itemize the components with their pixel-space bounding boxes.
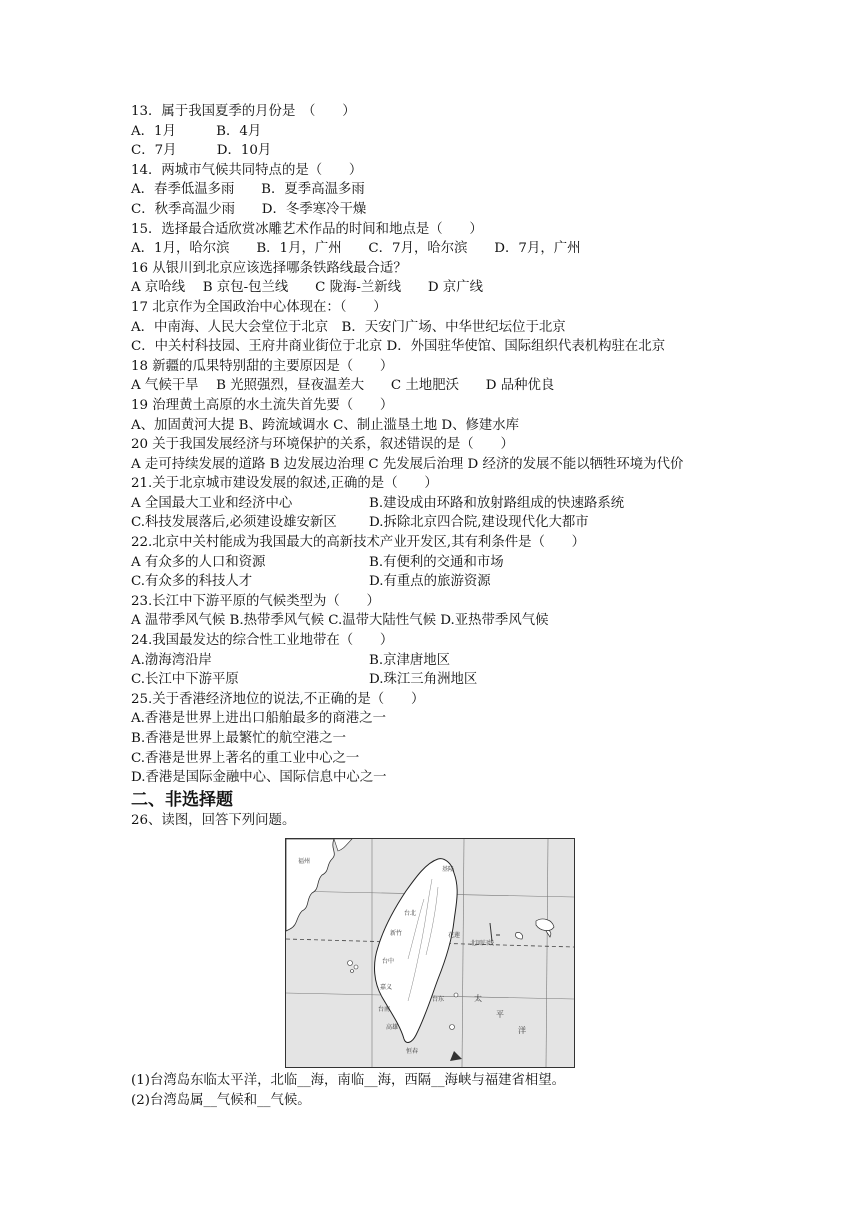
question-stem: 24.我国最发达的综合性工业地带在（ ） <box>131 633 394 649</box>
question-option-line: A．中南海、人民大会堂位于北京 B．天安门广场、中华世纪坛位于北京 <box>131 319 566 335</box>
option-right: D.有重点的旅游资源 <box>369 574 491 590</box>
question-stem: 23.长江中下游平原的气候类型为（ ） <box>131 593 380 609</box>
question-option-line: D.香港是国际金融中心、国际信息中心之一 <box>131 770 387 786</box>
question-option-line: C．秋季高温少雨 D．冬季寒冷干燥 <box>131 201 367 217</box>
option-right: B.有便利的交通和市场 <box>369 554 504 570</box>
question-option-row <box>131 553 751 573</box>
question-option-row <box>131 494 751 514</box>
option-right: B.建设成由环路和放射路组成的快速路系统 <box>369 495 625 511</box>
question-option-line: C．7月 D．10月 <box>131 143 272 159</box>
ocean-char-2: 平 <box>496 1010 504 1019</box>
taiwan-map-figure <box>286 839 574 1067</box>
question-stem: 25.关于香港经济地位的说法,不正确的是（ ） <box>131 691 425 707</box>
question-stem: 18 新疆的瓜果特别甜的主要原因是（ ） <box>131 358 394 374</box>
question-stem: 15．选择最合适欣赏冰雕艺术作品的时间和地点是（ ） <box>131 221 483 237</box>
question-option-line: A．1月 B．4月 <box>131 123 262 139</box>
label-hualien: 花莲 <box>448 932 461 939</box>
question-option-row <box>131 513 751 533</box>
label-taichung: 台中 <box>382 958 395 965</box>
question-option-line: B.香港是世界上最繁忙的航空港之一 <box>131 731 346 746</box>
question-option-row <box>131 670 751 690</box>
question-stem: 14．两城市气候共同特点的是（ ） <box>131 162 363 178</box>
question-option-line: A 气候干旱 B 光照强烈，昼夜温差大 C 土地肥沃 D 品种优良 <box>131 378 555 394</box>
option-left: C.科技发展落后,必须建设雄安新区 <box>131 515 337 531</box>
label-chiayi: 嘉义 <box>380 984 393 991</box>
question-option-line: A.香港是世界上进出口船舶最多的商港之一 <box>131 711 386 727</box>
question-option-line: A 京哈线 B 京包-包兰线 C 陇海-兰新线 D 京广线 <box>131 280 484 296</box>
question-stem: 19 治理黄土高原的水土流失首先要（ ） <box>131 397 394 413</box>
question-stem: 20 关于我国发展经济与环境保护的关系，叙述错误的是（ ） <box>131 437 514 453</box>
question-option-line: A、加固黄河大提 B、跨流域调水 C、制止滥垦土地 D、修建水库 <box>131 417 520 433</box>
label-tainan: 台南 <box>378 1006 391 1013</box>
question-option-line: A 走可持续发展的道路 B 边发展边治理 C 先发展后治理 D 经济的发展不能以牺牲环境为代价 <box>131 456 684 472</box>
option-left: C.长江中下游平原 <box>131 672 239 688</box>
label-tropic: 北回归线 <box>470 940 495 947</box>
section-heading: 二、非选择题 <box>131 789 233 810</box>
option-right: D.拆除北京四合院,建设现代化大都市 <box>369 515 589 531</box>
question-stem: 17 北京作为全国政治中心体现在：（ ） <box>131 299 387 315</box>
option-left: C.有众多的科技人才 <box>131 574 253 590</box>
question-option-line: C.香港是世界上著名的重工业中心之一 <box>131 750 360 766</box>
label-hengchun: 恒春 <box>406 1048 419 1055</box>
question-26-stem: 26、读图，回答下列问题。 <box>131 812 296 828</box>
option-right: D.珠江三角洲地区 <box>369 672 478 688</box>
label-taipei: 台北 <box>404 910 417 917</box>
question-stem: 13．属于我国夏季的月份是 （ ） <box>131 104 356 119</box>
option-left: A.渤海湾沿岸 <box>131 652 212 668</box>
ocean-char-1: 太 <box>474 994 482 1003</box>
question-option-line: C．中关村科技园、王府井商业街位于北京 D．外国驻华使馆、国际组织代表机构驻在北京 <box>131 339 666 355</box>
subquestion-list <box>131 1071 771 1110</box>
label-kaohsiung: 高雄 <box>386 1024 399 1031</box>
label-taitung: 台东 <box>432 996 445 1003</box>
question-list <box>131 102 751 830</box>
question-option-line: A．1月，哈尔滨 B．1月，广州 C．7月，哈尔滨 D．7月，广州 <box>131 241 581 257</box>
question-option-line: A 温带季风气候 B.热带季风气候 C.温带大陆性气候 D.亚热带季风气候 <box>131 613 549 629</box>
question-stem: 21.关于北京城市建设发展的叙述,正确的是（ ） <box>131 476 438 492</box>
label-keelung: 基隆 <box>442 866 455 873</box>
option-left: A 全国最大工业和经济中心 <box>131 495 293 511</box>
question-option-row <box>131 651 751 671</box>
subquestion-1: (1)台湾岛东临太平洋，北临__海，南临__海，西隔__海峡与福建省相望。 <box>131 1073 566 1088</box>
question-option-row <box>131 572 751 592</box>
question-stem: 16 从银川到北京应该选择哪条铁路线最合适？ <box>131 260 407 276</box>
option-right: B.京津唐地区 <box>369 652 451 668</box>
label-fuzhou: 福州 <box>298 858 311 865</box>
label-hsinchu: 新竹 <box>390 930 403 937</box>
ocean-char-3: 洋 <box>518 1026 526 1035</box>
taiwan-map <box>285 838 575 1068</box>
question-option-line: A．春季低温多雨 B．夏季高温多雨 <box>131 182 365 198</box>
option-left: A 有众多的人口和资源 <box>131 554 266 570</box>
subquestion-2: (2)台湾岛属__气候和__气候。 <box>131 1092 311 1108</box>
question-stem: 22.北京中关村能成为我国最大的高新技术产业开发区,其有利条件是（ ） <box>131 535 586 551</box>
